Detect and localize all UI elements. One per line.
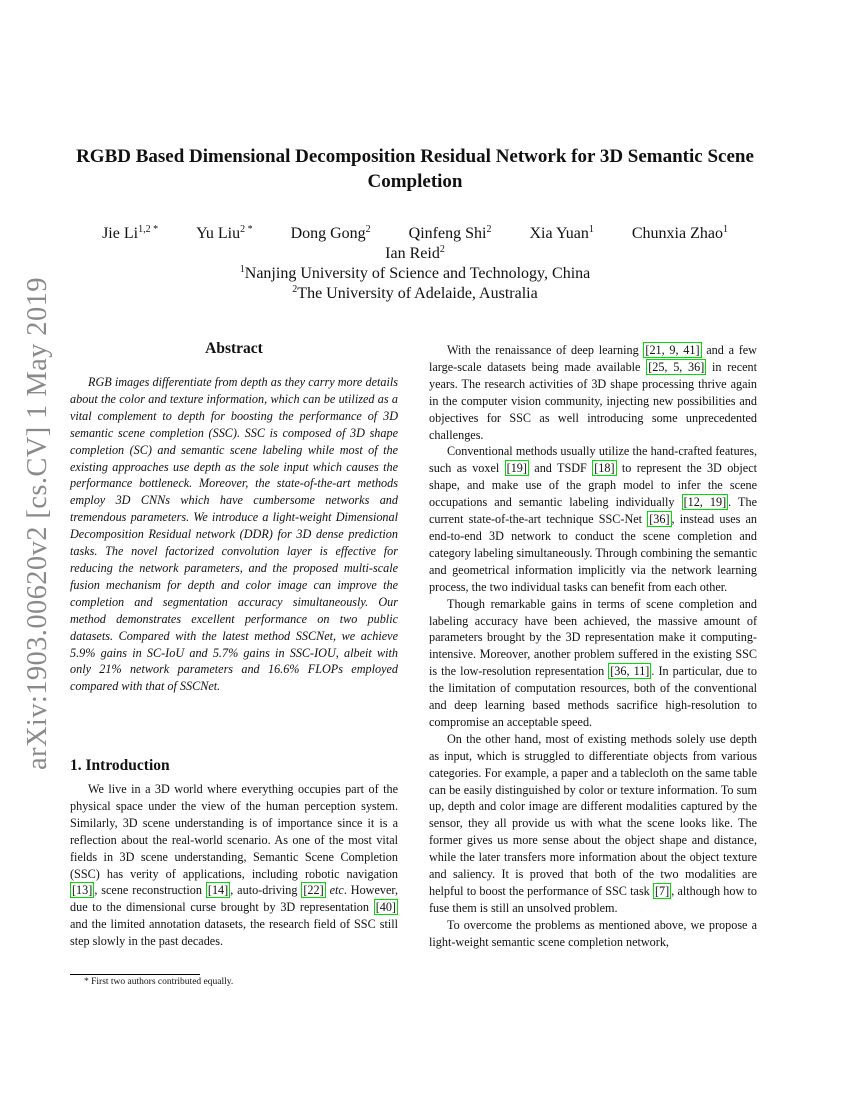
author: Chunxia Zhao$^1$ — [631, 224, 728, 242]
citation-link[interactable]: [36, 11] — [610, 664, 650, 679]
author: Jie $Li^{1,2 *}$ — [102, 224, 159, 242]
author: Yu Liu$^{2 *}$ — [196, 224, 253, 242]
author-row — [70, 244, 760, 264]
body-paragraph: With the renaissance of deep learning [21, 9, 41] and a few large-scale datasets being made available [25, 5, 36] in recent years. The research activities of 3D shape processing thrive again in the computer vision community, injecting new possibilities and objectives for SSC as well introducing some unprecedented challenges. — [429, 343, 757, 442]
citation-link[interactable]: [22] — [303, 883, 324, 898]
body-paragraph: Conventional methods usually utilize the hand-crafted features, such as voxel [19] and TSDF [18] to represent the 3D object shape, and make use of the graph model to infer the scene occupations and semantic labeling individually [12, 19] . The current state-of-the-art technique SSC-Net [36] , instead uses an end-to-end 3D network to conduct the scene completion and category labeling simultaneously. Through combining the semantic and geometrical information implicitly via the network learning process, the two individual tasks can benefit from each other. — [429, 444, 757, 594]
footnote-rule — [70, 974, 200, 975]
citation-link[interactable]: [40] — [375, 900, 396, 915]
author-block — [70, 224, 760, 304]
affiliation: $^1$Nanjing University of Science and Technology, China — [239, 264, 591, 282]
abstract-text: RGB images differentiate from depth as they carry more details about the color and texture information, which can be utilized as a vital complement to depth for boosting the performance of 3D semantic scene completion (SSC). SSC is composed of 3D shape completion (SC) and semantic scene labeling while most of the existing approaches use depth as the sole input which causes the performance bottleneck. Moreover, the state-of-the-art methods employ 3D CNNs which have cumbersome networks and tremendous parameters. We introduce a light-weight Dimensional Decomposition Residual network (DDR) for 3D dense prediction tasks. The novel factorized convolution layer is effective for reducing the network parameters, and the proposed multi-scale fusion mechanism for depth and color image can improve the completion and segmentation accuracy simultaneously. Our method demonstrates excellent performance on two public datasets. Compared with the latest method SSCNet, we achieve 5.9% gains in SC-IoU and 5.7% gains in SSC-IOU, albeit with only 21% network parameters and 16.6% FLOPs employed compared with that of SSCNet. — [70, 375, 398, 694]
author: Qinfeng Shi$^2$ — [408, 224, 492, 242]
section-heading-introduction: 1. Introduction — [70, 757, 170, 774]
citation-link[interactable]: [12, 19] — [683, 495, 727, 510]
citation-link[interactable]: [14] — [207, 883, 229, 898]
author: Xia Yuan$^1$ — [529, 224, 594, 242]
right-column — [429, 342, 757, 951]
citation-link[interactable]: [18] — [594, 461, 615, 476]
arxiv-stamp: arXiv:1903.00620v2 [cs.CV] 1 May 2019 — [22, 277, 53, 770]
author: Dong Gong$^2$ — [290, 224, 371, 242]
author-row — [70, 224, 760, 244]
footnote: * First two authors contributed equally. — [84, 977, 234, 987]
citation-link[interactable]: [19] — [506, 461, 527, 476]
author: Ian Reid$^2$ — [385, 244, 445, 262]
body-paragraph: On the other hand, most of existing methods solely use depth as input, which is struggled to differentiate objects from various categories. For example, a paper and a tablecloth on the same table can be easily distinguished by color or texture information. To sum up, depth and color image are different modalities captured by the sensor, they all provide us with what the scene looks like. The former gives us more sense about the object shape and distance, while the later transfers more information about the object texture and saliency. It is proved that both of the two modalities are helpful to boost the performance of SSC task [7] , although how to fuse them is still an unsolved problem. — [429, 731, 757, 915]
intro-paragraph: We live in a 3D world where everything occupies part of the physical space under the view of the human perception system. Similarly, 3D scene understanding is of importance since it is a reflection about the real-world scenario. As one of the most vital fields in 3D scene understanding, Semantic Scene Completion (SSC) has verity of applications, including robotic navigation [13] , scene reconstruction [14] , auto-driving [22] etc. However, due to the dimensional curse brought by 3D representation [40] and the limited annotation datasets, the research field of SSC still step slowly in the past decades. — [70, 782, 399, 949]
citation-link[interactable]: [7] — [654, 884, 670, 898]
citation-link[interactable]: [21, 9, 41] — [645, 343, 700, 357]
affiliation: $^2$The University of Adelaide, Australia — [292, 284, 538, 302]
abstract-heading: Abstract — [205, 340, 263, 357]
citation-link[interactable]: [36] — [649, 512, 670, 527]
paper-title: RGBD Based Dimensional Decomposition Residual Network for 3D Semantic Scene Completion — [76, 146, 754, 192]
body-paragraph: To overcome the problems as mentioned above, we propose a light-weight semantic scene completion network, — [429, 917, 757, 949]
citation-link[interactable]: [25, 5, 36] — [648, 359, 705, 374]
citation-link[interactable]: [13] — [72, 883, 93, 898]
body-paragraph: Though remarkable gains in terms of scene completion and labeling accuracy have been achieved, the massive amount of parameters brought by the 3D representation make it computing-intensive. Moreover, another problem suffered in the existing SSC is the low-resolution representation [36, 11] . In particular, due to the limitation of computation resources, both of the conventional and deep learning based methods sacrifice high-resolution to compromise an acceptable speed. — [429, 596, 758, 729]
